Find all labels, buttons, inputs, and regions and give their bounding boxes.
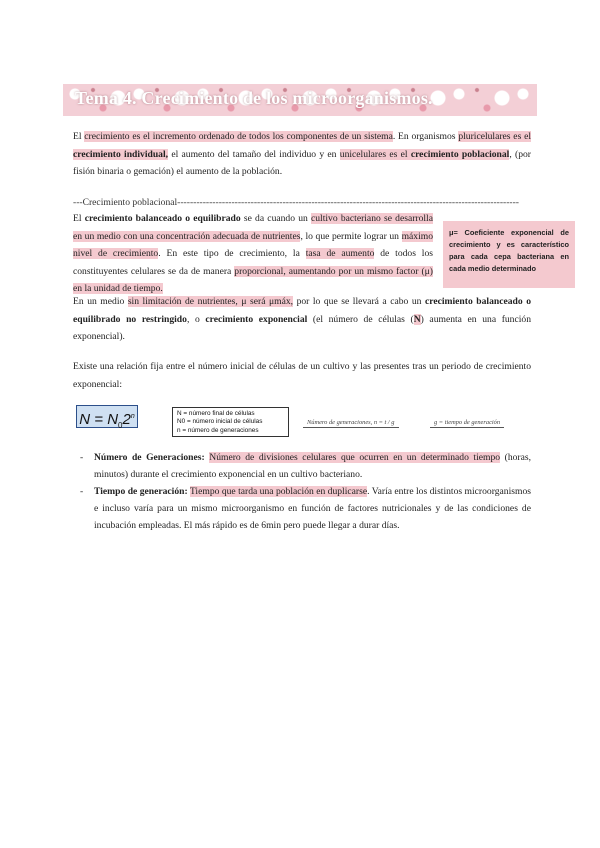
generation-time-equation: g = tiempo de generación [430, 419, 504, 428]
intro-paragraph: El crecimiento es el incremento ordenado de todos los componentes de un sistema. En organismos pluricelulares es el crecimiento individual, el aumento del tamaño del individuo y en unicelulares es el crecimiento poblacional, (por fisión binaria o gemación) el aumento de la población. [73, 131, 531, 178]
definitions-list [80, 449, 531, 534]
mu-definition-box: μ= Coeficiente exponencial de crecimiento y es característico para cada cepa bacteriana en cada medio determinado [443, 221, 575, 288]
highlight: sin limitación de nutrientes, μ será μmáx, [127, 296, 294, 307]
legend-line: n = número de generaciones [177, 426, 259, 434]
highlight: Tiempo que tarda una población en duplicarse [189, 486, 368, 497]
highlight: crecimiento es el incremento ordenado de todos los componentes de un sistema [84, 131, 393, 142]
list-item: - Tiempo de generación: Tiempo que tarda una población en duplicarse. Varía entre los distintos microorganismos e incluso varía para un mismo microorganismo en función de factores nutricionales y de las condiciones de incubación empleadas. El más rápido es de 6min pero puede llegar a durar días. [80, 486, 531, 531]
highlight: Número de divisiones celulares que ocurren en un determinado tiempo [209, 452, 501, 463]
page-title: Tema 4. Crecimiento de los microorganismos. [75, 88, 433, 108]
unrestricted-growth-paragraph: En un medio sin limitación de nutrientes, μ será μmáx, por lo que se llevará a cabo un crecimiento balanceado o equilibrado no restringido, o crecimiento exponencial (el número de células (N) aumenta en una función exponencial). [73, 296, 531, 343]
legend-line: N = número final de células [177, 410, 255, 417]
highlight: tasa de aumento [305, 248, 375, 260]
relation-paragraph: Existe una relación fija entre el número inicial de células de un cultivo y las presentes tras un periodo de crecimiento exponencial: [73, 361, 531, 390]
list-item: - Número de Generaciones: Número de divisiones celulares que ocurren en un determinado tiempo (horas, minutos) durante el crecimiento exponencial en un cultivo bacteriano. [80, 452, 531, 480]
formula-legend [172, 407, 289, 437]
legend-line: N0 = número inicial de células [177, 418, 263, 426]
section-divider: ---Crecimiento poblacional----------------------------------------------------------------------------------------------------------- [73, 197, 520, 208]
highlight: crecimiento individual, [73, 148, 169, 160]
title-banner [63, 84, 537, 116]
highlight: cultivo bacteriano se desarrolla en un medio con una concentración adecuada de nutrientes [73, 213, 433, 242]
highlight: crecimiento poblacional [410, 148, 510, 160]
growth-formula: $N = N_02^n$ [76, 405, 138, 428]
highlight: pluricelulares es el [458, 131, 531, 142]
highlight: proporcional, aumentando por un mismo factor (μ) en la unidad de tiempo. [73, 265, 433, 295]
balanced-growth-paragraph: El crecimiento balanceado o equilibrado se da cuando un cultivo bacteriano se desarrolla en un medio con una concentración adecuada de nutrientes, lo que permite lograr un máximo nivel de crecimiento. En este tipo de crecimiento, la tasa de aumento de todos los constituyentes celulares se da de manera proporcional, aumentando por un mismo factor (μ) en la unidad de tiempo. [73, 213, 434, 295]
highlight: unicelulares es el [339, 148, 411, 160]
highlight: máximo nivel de crecimiento [73, 230, 434, 260]
generations-equation: Número de generaciones, n = t / g [303, 419, 399, 428]
